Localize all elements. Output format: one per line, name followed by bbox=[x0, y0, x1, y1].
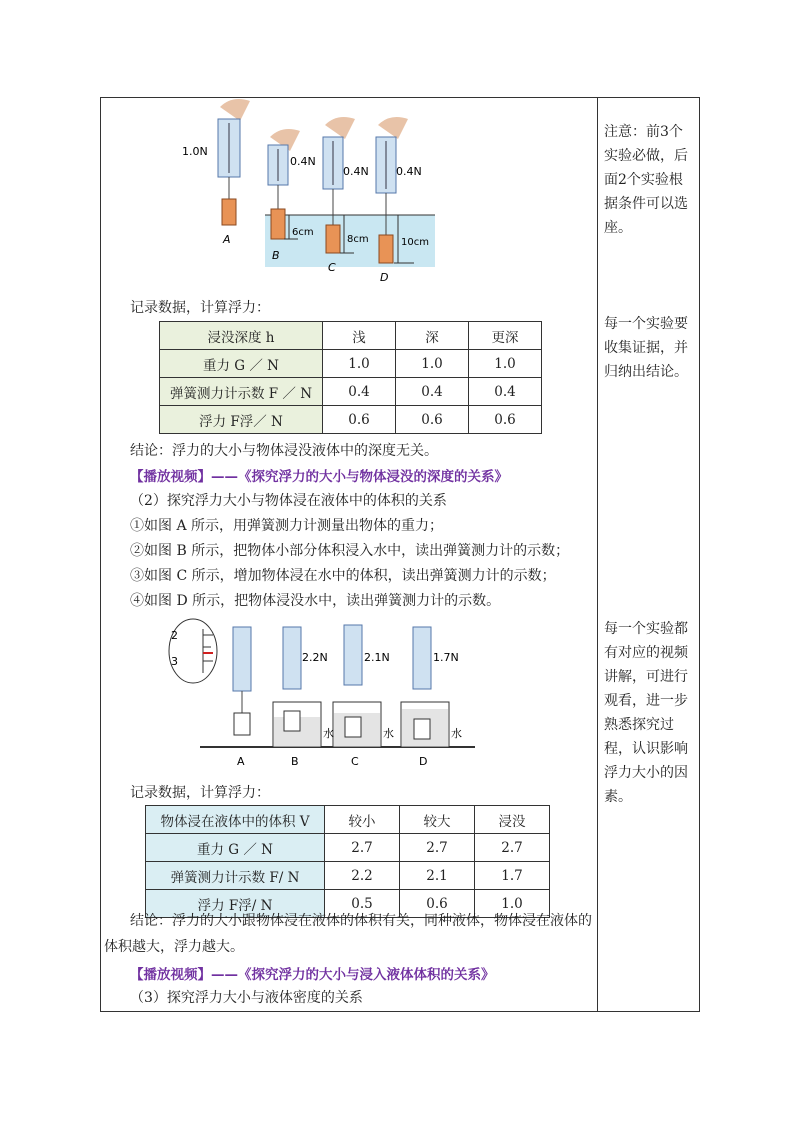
label-b: B bbox=[272, 249, 280, 262]
video-link-1[interactable]: 【播放视频】——《探究浮力的大小与物体浸没的深度的关系》 bbox=[130, 469, 508, 485]
step-2-4: ④如图 D 所示，把物体浸没水中，读出弹簧测力计的示数。 bbox=[130, 593, 501, 609]
table-row: 弹簧测力计示数 F/ N 2.2 2.1 1.7 bbox=[146, 862, 550, 890]
depth-10: 10cm bbox=[401, 237, 429, 248]
beaker-c bbox=[333, 625, 381, 747]
table-row: 浮力 F浮／ N 0.6 0.6 0.6 bbox=[160, 406, 542, 434]
record-data-2: 记录数据，计算浮力： bbox=[130, 785, 270, 801]
table-row: 重力 G ／ N 1.0 1.0 1.0 bbox=[160, 350, 542, 378]
reading-2d: 1.7N bbox=[433, 651, 459, 664]
scale-a bbox=[233, 627, 251, 735]
water-b: 水 bbox=[323, 727, 334, 740]
depth-6: 6cm bbox=[292, 227, 314, 238]
depth-8: 8cm bbox=[347, 234, 369, 245]
spring-scale-a bbox=[218, 99, 250, 225]
table-header: 浸没深度 h 浅 深 更深 bbox=[160, 322, 542, 350]
label-2d: D bbox=[419, 755, 428, 768]
reading-2c: 2.1N bbox=[364, 651, 390, 664]
water-d: 水 bbox=[451, 727, 462, 740]
figure-volume-experiment bbox=[165, 617, 475, 777]
label-2c: C bbox=[351, 755, 359, 768]
volume-data-table bbox=[145, 805, 550, 918]
scale-mark-3: 3 bbox=[171, 655, 178, 668]
label-a: A bbox=[223, 233, 231, 246]
label-d: D bbox=[380, 271, 389, 284]
scale-mark-2: 2 bbox=[171, 629, 178, 642]
table-row: 浮力 F浮/ N 0.5 0.6 1.0 bbox=[146, 890, 550, 918]
label-2b: B bbox=[291, 755, 299, 768]
note-video-explanation: 每一个实验都 有对应的视频 讲解，可进行 观看，进一步 熟悉探究过 程，认识影响 浮力大小的因 素。 bbox=[604, 621, 688, 805]
figure-depth-experiment bbox=[180, 97, 440, 287]
step-2-3: ③如图 C 所示，增加物体浸在水中的体积，读出弹簧测力计的示数； bbox=[130, 568, 556, 584]
water-c: 水 bbox=[383, 727, 394, 740]
depth-data-table bbox=[159, 321, 542, 434]
section-3-title: （3）探究浮力大小与液体密度的关系 bbox=[130, 990, 363, 1006]
note-required-experiments: 注意：前3个 实验必做，后 面2个实验根 据条件可以选 座。 bbox=[604, 124, 688, 236]
reading-c: 0.4N bbox=[343, 165, 369, 178]
label-c: C bbox=[328, 261, 336, 274]
conclusion-2: 结论：浮力的大小跟物体浸在液体的体积有关，同种液体，物体浸在液体的体积越大，浮力越大。 bbox=[104, 913, 592, 955]
table-row: 弹簧测力计示数 F ／ N 0.4 0.4 0.4 bbox=[160, 378, 542, 406]
beaker-d bbox=[401, 627, 449, 747]
table-row: 重力 G ／ N 2.7 2.7 2.7 bbox=[146, 834, 550, 862]
reading-2b: 2.2N bbox=[302, 651, 328, 664]
table-header: 物体浸在液体中的体积 V 较小 较大 浸没 bbox=[146, 806, 550, 834]
reading-d: 0.4N bbox=[396, 165, 422, 178]
record-data-1: 记录数据，计算浮力： bbox=[130, 300, 270, 316]
note-collect-evidence: 每一个实验要 收集证据，并 归纳出结论。 bbox=[604, 316, 688, 380]
section-2-title: （2）探究浮力大小与物体浸在液体中的体积的关系 bbox=[130, 493, 447, 509]
conclusion-1: 结论：浮力的大小与物体浸没液体中的深度无关。 bbox=[130, 443, 438, 459]
beaker-b bbox=[273, 627, 321, 747]
step-2-2: ②如图 B 所示，把物体小部分体积浸入水中，读出弹簧测力计的示数； bbox=[130, 543, 570, 559]
reading-a: 1.0N bbox=[182, 145, 208, 158]
column-divider bbox=[597, 97, 598, 1012]
label-2a: A bbox=[237, 755, 245, 768]
video-link-2[interactable]: 【播放视频】——《探究浮力的大小与浸入液体体积的关系》 bbox=[130, 967, 495, 983]
reading-b: 0.4N bbox=[290, 155, 316, 168]
step-2-1: ①如图 A 所示，用弹簧测力计测量出物体的重力； bbox=[130, 518, 444, 534]
